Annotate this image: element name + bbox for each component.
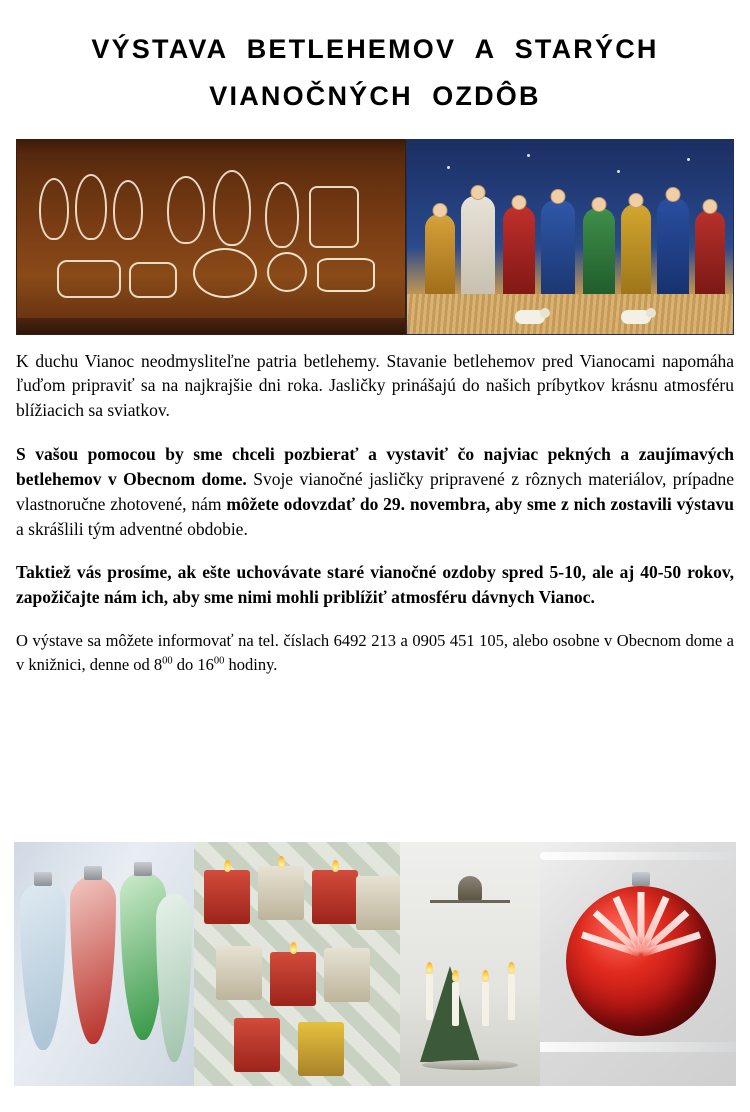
candle-carousel-photo: [400, 842, 540, 1086]
candle-flame: [452, 970, 459, 982]
gingerbread-shape: [57, 260, 121, 298]
snow-dot: [447, 166, 450, 169]
carousel-bell: [458, 876, 482, 902]
icicle-ornament: [156, 894, 192, 1062]
candle-box: [234, 1018, 280, 1072]
carousel-candle: [508, 974, 515, 1020]
sheep-figure: [515, 310, 545, 324]
gingerbread-swirl: [193, 248, 257, 298]
carousel-candle: [452, 982, 459, 1026]
gingerbread-house: [309, 186, 359, 248]
gingerbread-swirl: [317, 258, 375, 292]
gingerbread-figure: [75, 174, 107, 240]
sheep-figure: [621, 310, 651, 324]
gingerbread-shape: [129, 262, 177, 298]
tinsel-strand: [540, 1042, 736, 1052]
figure-head: [551, 189, 566, 204]
contact-part-1: O výstave sa môžete informovať na tel. číslach 6492 213 a 0905 451 105, alebo osobne v Obecnom dome a v knižnici, denne od 8: [16, 631, 734, 675]
porcelain-nativity-photo: [406, 139, 734, 335]
tinsel-strand: [540, 852, 736, 860]
candle-flame: [508, 962, 515, 974]
request-bold-lead: S vašou pomocou by sme chceli pozbierať a vystaviť čo najviac pekných a zaujímavých betlehemov v Obecnom dome.: [16, 444, 734, 489]
page-title: [0, 0, 750, 121]
nativity-figure-king: [621, 204, 651, 300]
title-line-1: VÝSTAVA BETLEHEMOV A STARÝCH: [91, 34, 659, 64]
paragraph-request: [16, 442, 734, 541]
figure-head: [471, 185, 486, 200]
candle-box: [216, 946, 262, 1000]
figure-head: [703, 199, 718, 214]
paragraph-contact: [16, 629, 734, 677]
candle-box: [298, 1022, 344, 1076]
glass-icicle-ornaments-photo: [14, 842, 194, 1086]
paragraph-intro: K duchu Vianoc neodmysliteľne patria betlehemy. Stavanie betlehemov pred Vianocami napomáha ľuďom pripraviť sa na najkrajšie dni roka. Jasličky prinášajú do našich príbytkov krásnu atmosféru blížiacich sa sviatkov.: [16, 350, 734, 421]
poster-body: [16, 349, 734, 677]
straw-base: [407, 294, 733, 334]
request-normal-tail: a skrášlili tým adventné obdobie.: [16, 518, 248, 539]
snow-dot: [617, 170, 620, 173]
request-bold-mid: môžete odovzdať do 29. novembra, aby sme z nich zostavili výstavu: [226, 493, 734, 514]
figure-head: [666, 187, 681, 202]
photo-decor-band-top: [17, 140, 405, 154]
contact-part-2: do 16: [172, 655, 214, 675]
figure-head: [629, 193, 644, 208]
bottom-image-row: [14, 842, 736, 1086]
gingerbread-figure: [265, 182, 299, 248]
gingerbread-figure: [113, 180, 143, 240]
paragraph-old-ornaments: Taktiež vás prosíme, ak ešte uchovávate staré vianočné ozdoby spred 5-10, ale aj 40-50 rokov, zapožičajte nám ich, aby sme nimi mohli priblížiť atmosféru dávnych Vianoc.: [16, 562, 734, 608]
candle-flame: [426, 962, 433, 974]
nativity-figure-shepherd: [503, 206, 535, 300]
nativity-figure-mary: [541, 200, 575, 300]
candle-box: [204, 870, 250, 924]
carousel-candle: [482, 982, 489, 1026]
title-line-2: VIANOČNÝCH OZDÔB: [209, 81, 541, 112]
icicle-ornament: [20, 882, 66, 1050]
nativity-figure-king: [657, 198, 689, 300]
top-image-row: [16, 139, 734, 335]
nativity-figure-shepherd: [695, 210, 725, 300]
contact-part-3: hodiny.: [224, 655, 278, 675]
figure-head: [433, 203, 448, 218]
snow-dot: [527, 154, 530, 157]
candle-flame: [224, 860, 231, 872]
contact-sup-2: 00: [213, 655, 225, 667]
figure-head: [592, 197, 607, 212]
red-christmas-ball-photo: [540, 842, 736, 1086]
carousel-arm: [430, 900, 510, 903]
gingerbread-figure: [39, 178, 69, 240]
candle-flame: [290, 942, 297, 954]
candle-box: [270, 952, 316, 1006]
candle-flame: [482, 970, 489, 982]
carousel-base: [422, 1060, 518, 1070]
candle-box: [324, 948, 370, 1002]
candle-box: [356, 876, 400, 930]
icicle-ornament: [70, 876, 116, 1044]
red-ball-pattern: [566, 886, 716, 1036]
candle-box: [258, 866, 304, 920]
candle-flame: [278, 856, 285, 868]
request-normal-mid: Svoje vianočné jasličky pripravené z rôznych materiálov, prípadne vlastnoručne zhotovené, nám: [16, 468, 734, 514]
photo-decor-band-bottom: [17, 318, 405, 334]
ornament-cap: [34, 872, 52, 886]
candle-box: [312, 870, 358, 924]
candle-flame: [332, 860, 339, 872]
gingerbread-figure: [167, 176, 205, 244]
gingerbread-swirl: [267, 252, 307, 292]
figure-head: [512, 195, 527, 210]
nativity-figure-king: [425, 214, 455, 300]
snow-dot: [687, 158, 690, 161]
ornament-cap: [84, 866, 102, 880]
nativity-figure-joseph: [583, 208, 615, 300]
ornament-cap: [632, 872, 650, 886]
carousel-candle: [426, 974, 433, 1020]
nativity-figure-angel: [461, 196, 495, 300]
gingerbread-nativity-photo: [16, 139, 406, 335]
contact-sup-1: 00: [162, 655, 173, 667]
candle-boxes-photo: [194, 842, 400, 1086]
ornament-cap: [134, 862, 152, 876]
gingerbread-figure: [213, 170, 251, 246]
